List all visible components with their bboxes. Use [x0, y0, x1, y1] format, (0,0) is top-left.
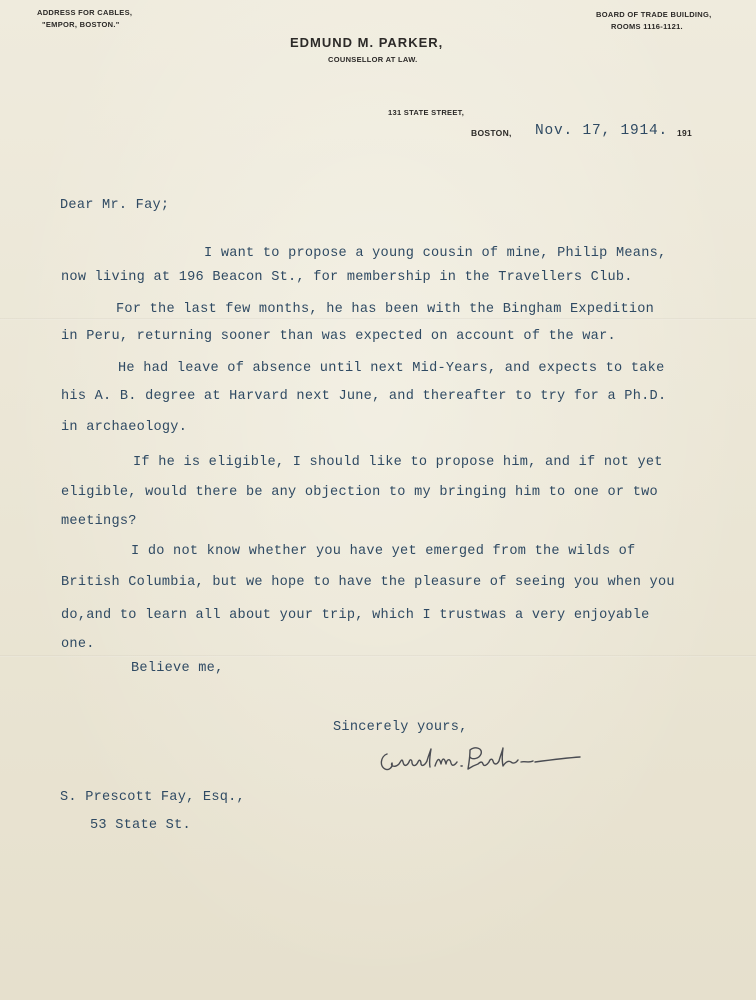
cable-address-label: ADDRESS FOR CABLES,	[37, 8, 133, 17]
cable-address-value: "EMPOR, BOSTON."	[42, 20, 120, 29]
body-line: now living at 196 Beacon St., for membership in the Travellers Club.	[61, 270, 633, 285]
believe-me: Believe me,	[131, 661, 224, 676]
letterhead-street: 131 STATE STREET,	[388, 108, 465, 117]
letterhead-year-prefix: 191	[677, 128, 693, 138]
body-line: eligible, would there be any objection to my bringing him to one or two	[61, 485, 658, 500]
letter-date: Nov. 17, 1914.	[535, 123, 669, 139]
paper-fold	[0, 318, 756, 320]
body-line: If he is eligible, I should like to propose him, and if not yet	[133, 455, 663, 470]
letterhead-title: COUNSELLOR AT LAW.	[328, 55, 418, 64]
body-line: I want to propose a young cousin of mine, Philip Means,	[204, 246, 667, 261]
body-line: He had leave of absence until next Mid-Years, and expects to take	[118, 361, 665, 376]
body-line: his A. B. degree at Harvard next June, and thereafter to try for a Ph.D.	[61, 389, 667, 404]
body-line: British Columbia, but we hope to have the pleasure of seeing you when you	[61, 575, 675, 590]
addressee-street: 53 State St.	[90, 818, 191, 833]
addressee-name: S. Prescott Fay, Esq.,	[60, 790, 245, 805]
letterhead-city: BOSTON,	[471, 128, 512, 138]
paper-fold	[0, 655, 756, 657]
body-line: I do not know whether you have yet emerged from the wilds of	[131, 544, 636, 559]
body-line: one.	[61, 637, 95, 652]
salutation: Dear Mr. Fay;	[60, 198, 170, 213]
body-line: do,and to learn all about your trip, which I trustwas a very enjoyable	[61, 608, 650, 623]
building-name: BOARD OF TRADE BUILDING,	[596, 10, 712, 19]
body-line: in archaeology.	[61, 420, 188, 435]
letterhead-name: EDMUND M. PARKER,	[290, 35, 444, 50]
body-line: in Peru, returning sooner than was expected on account of the war.	[61, 329, 616, 344]
closing: Sincerely yours,	[333, 720, 468, 735]
body-line: For the last few months, he has been with the Bingham Expedition	[116, 302, 655, 317]
handwritten-signature	[375, 740, 585, 782]
building-rooms: ROOMS 1116-1121.	[611, 22, 683, 31]
body-line: meetings?	[61, 514, 137, 529]
